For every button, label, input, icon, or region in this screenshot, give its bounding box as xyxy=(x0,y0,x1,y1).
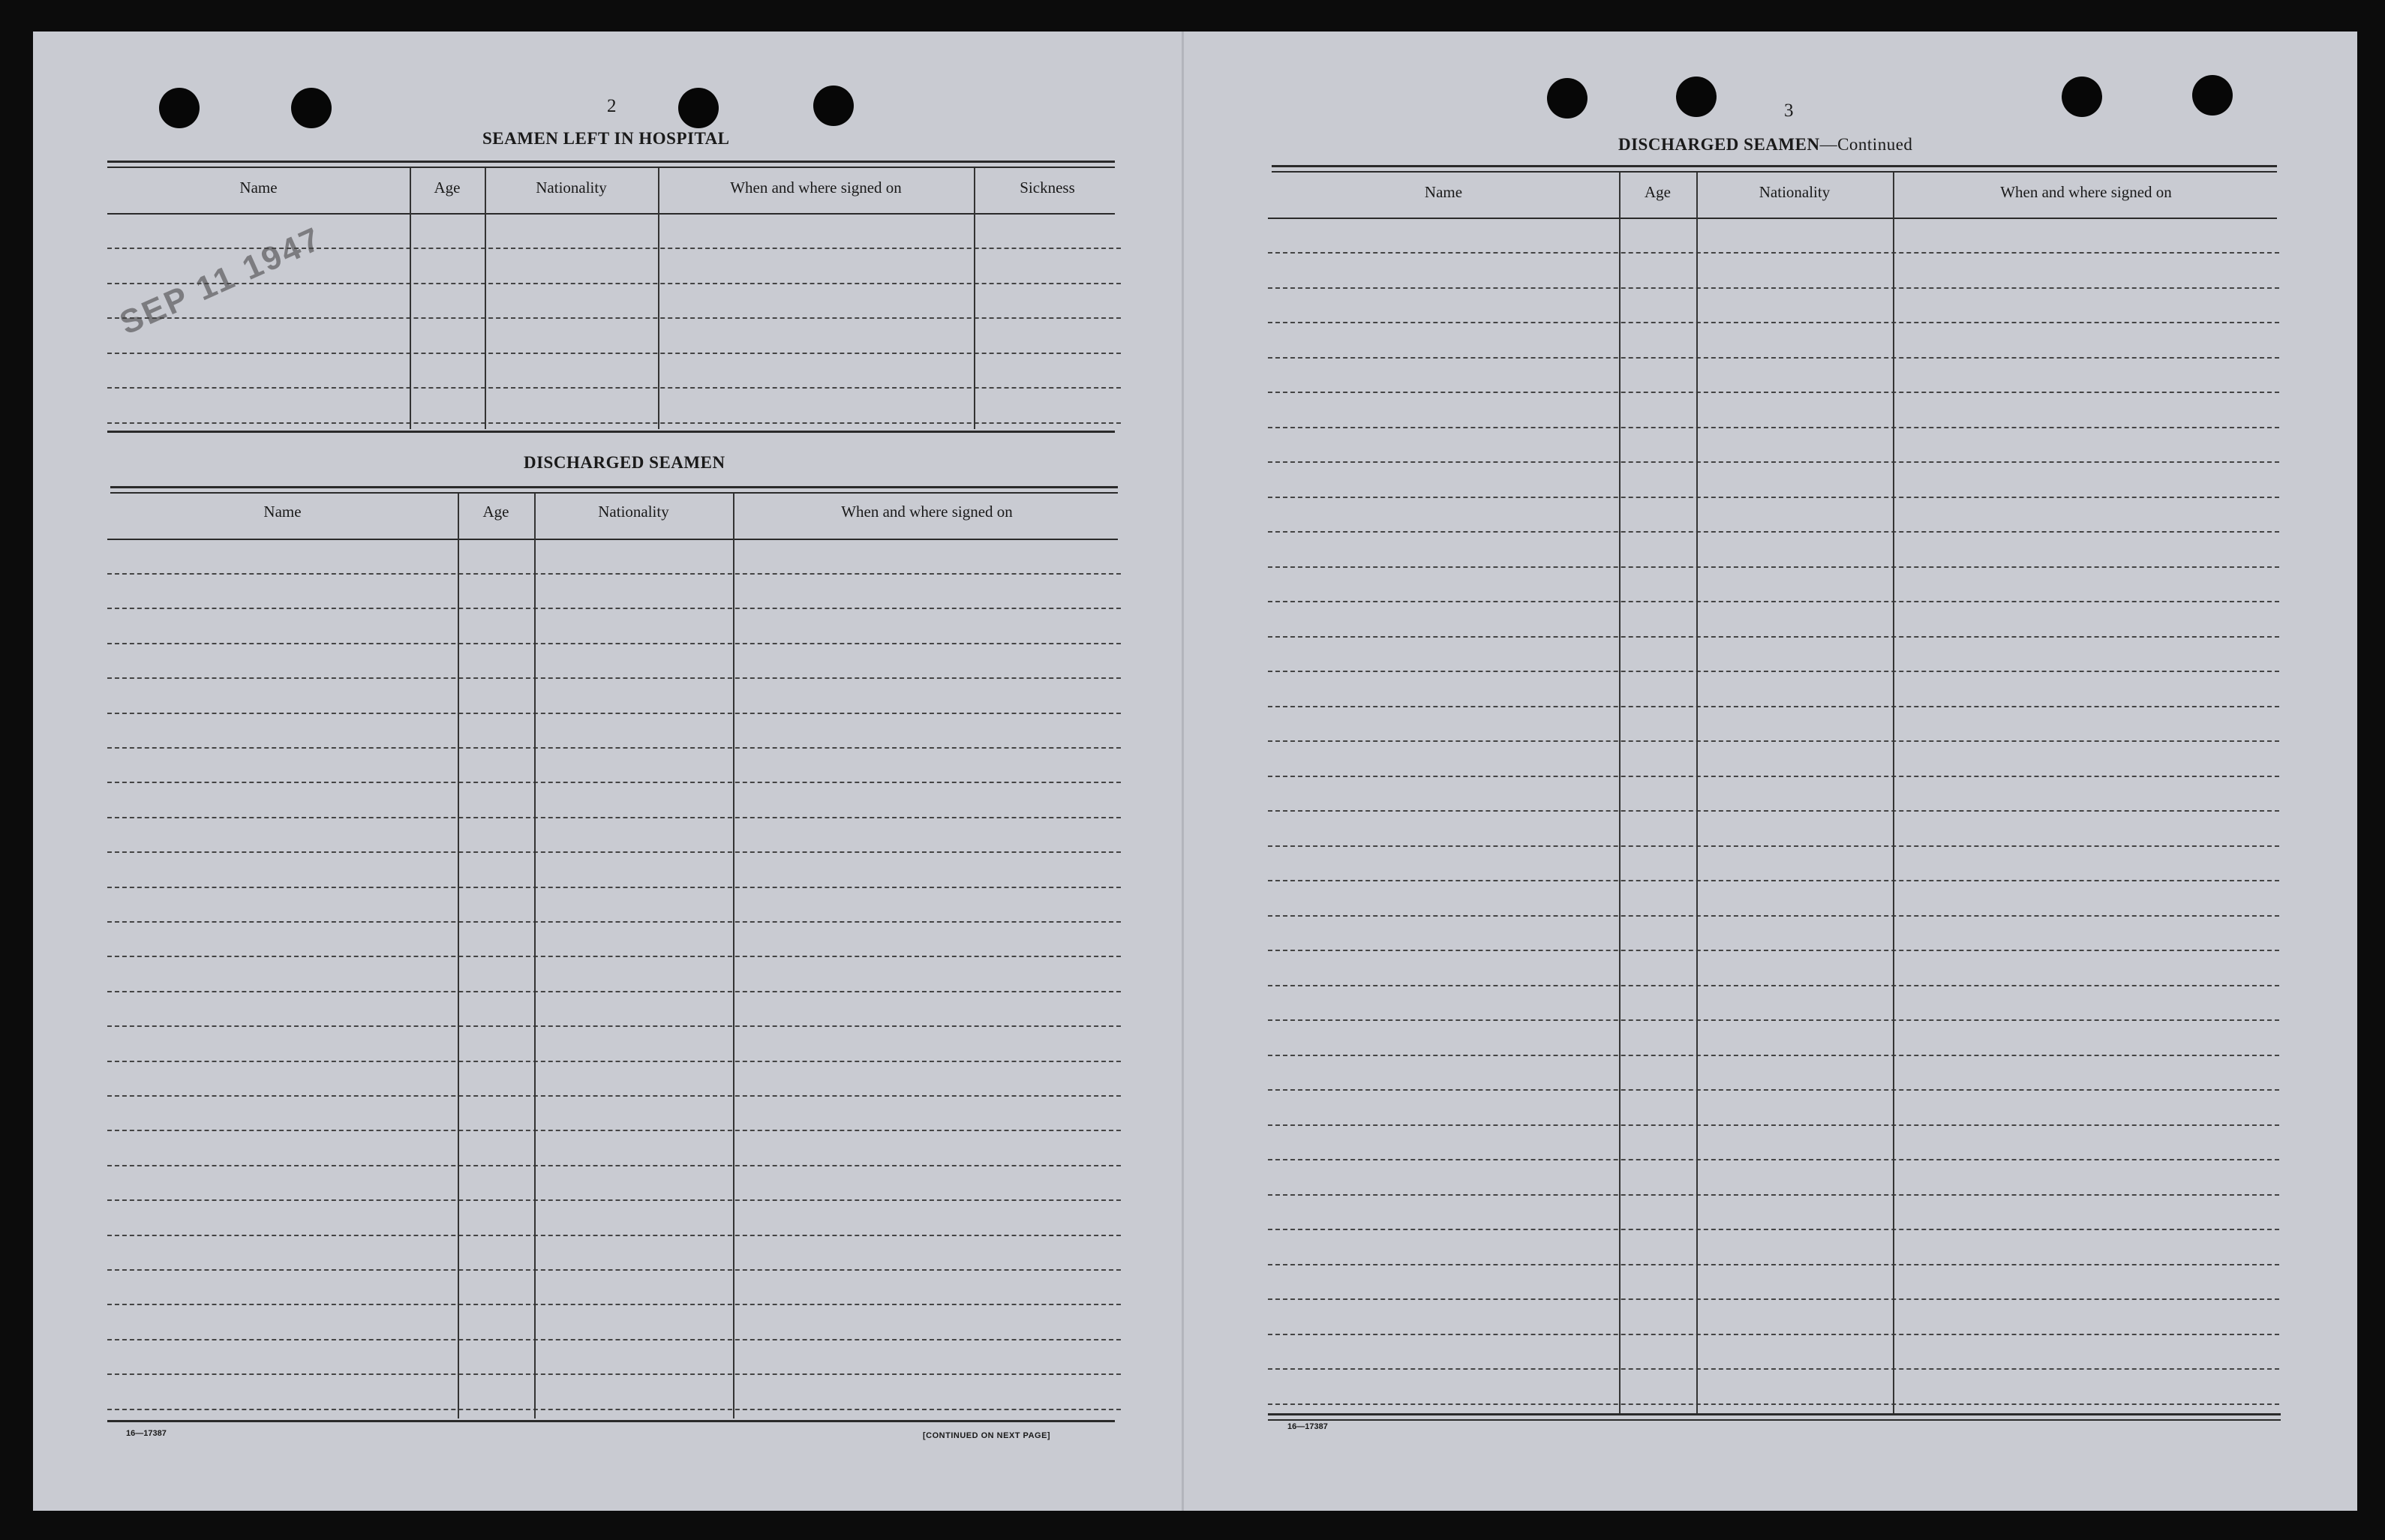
table-row-line xyxy=(1268,915,2279,917)
column-divider xyxy=(974,168,975,429)
discharged-continued-title xyxy=(1618,135,1912,155)
punch-hole xyxy=(2192,75,2233,116)
table-rule xyxy=(110,492,1118,494)
table-row-line xyxy=(1268,985,2279,986)
table-row-line xyxy=(1268,1229,2279,1230)
table-row-line xyxy=(1268,601,2279,602)
table-row-line xyxy=(107,283,1121,284)
table-row-line xyxy=(107,1199,1121,1201)
table-row-line xyxy=(1268,636,2279,638)
table-row-line xyxy=(1268,1403,2279,1405)
table-row-line xyxy=(1268,1194,2279,1196)
continued-note: [CONTINUED ON NEXT PAGE] xyxy=(923,1431,1051,1440)
header-rule xyxy=(107,539,1118,540)
table-rule xyxy=(110,486,1118,488)
punch-hole xyxy=(159,88,200,128)
table-row-line xyxy=(1268,1124,2279,1126)
table-row-line xyxy=(107,1339,1121,1340)
table-row-line xyxy=(107,887,1121,888)
column-header: Name xyxy=(1424,183,1463,201)
punch-hole xyxy=(813,86,854,126)
table-row-line xyxy=(107,608,1121,609)
center-fold xyxy=(1182,32,1184,1511)
table-row-line xyxy=(1268,287,2279,289)
received-stamp: SEP 11 1947 xyxy=(114,220,328,342)
table-row-line xyxy=(107,1235,1121,1236)
title-main: DISCHARGED SEAMEN xyxy=(1618,135,1820,154)
table-row-line xyxy=(1268,1089,2279,1091)
table-rule xyxy=(1272,165,2277,167)
column-header: Name xyxy=(263,503,302,521)
column-header: Name xyxy=(239,179,278,197)
table-row-line xyxy=(107,1130,1121,1131)
column-divider xyxy=(410,168,411,429)
punch-hole xyxy=(678,88,719,128)
column-header: Age xyxy=(482,503,509,521)
punch-hole xyxy=(2062,77,2102,117)
column-divider xyxy=(1619,173,1621,1413)
table-row-line xyxy=(1268,880,2279,881)
table-row-line xyxy=(1268,950,2279,951)
table-row-line xyxy=(1268,461,2279,463)
table-row-line xyxy=(107,643,1121,644)
table-row-line xyxy=(1268,566,2279,568)
table-row-line xyxy=(1268,1298,2279,1300)
column-divider xyxy=(458,494,459,1418)
table-row-line xyxy=(107,817,1121,818)
table-row-line xyxy=(1268,427,2279,428)
table-row-line xyxy=(107,573,1121,575)
table-row-line xyxy=(1268,1159,2279,1160)
table-row-line xyxy=(107,422,1121,424)
table-row-line xyxy=(107,851,1121,853)
table-row-line xyxy=(1268,810,2279,812)
header-rule xyxy=(107,213,1115,215)
table-row-line xyxy=(1268,1368,2279,1370)
hospital-table-title: SEAMEN LEFT IN HOSPITAL xyxy=(482,129,730,148)
header-rule xyxy=(1268,218,2277,219)
column-header: Age xyxy=(1645,183,1671,201)
column-divider xyxy=(1696,173,1698,1413)
column-divider xyxy=(1893,173,1894,1413)
table-row-line xyxy=(107,782,1121,783)
table-row-line xyxy=(1268,531,2279,533)
discharged-table-title: DISCHARGED SEAMEN xyxy=(524,453,725,472)
column-divider xyxy=(485,168,486,429)
table-rule xyxy=(107,167,1115,168)
table-row-line xyxy=(1268,740,2279,742)
table-row-line xyxy=(107,1304,1121,1305)
punch-hole xyxy=(1547,78,1587,119)
table-rule xyxy=(1272,171,2277,173)
table-row-line xyxy=(1268,1055,2279,1056)
table-row-line xyxy=(1268,357,2279,359)
table-row-line xyxy=(1268,1264,2279,1265)
table-row-line xyxy=(1268,497,2279,498)
punch-hole xyxy=(1676,77,1717,117)
column-divider xyxy=(534,494,536,1418)
page-number: 3 xyxy=(1784,101,1794,121)
form-number: 16—17387 xyxy=(1287,1422,1328,1431)
table-row-line xyxy=(107,317,1121,319)
table-row-line xyxy=(107,991,1121,992)
column-header: Nationality xyxy=(1759,183,1831,201)
table-bottom-rule xyxy=(107,431,1115,433)
table-row-line xyxy=(1268,1334,2279,1335)
table-bottom-rule xyxy=(107,1420,1115,1422)
table-row-line xyxy=(1268,845,2279,847)
table-row-line xyxy=(107,1095,1121,1097)
table-bottom-rule xyxy=(1268,1413,2281,1415)
table-row-line xyxy=(107,677,1121,679)
column-header: When and where signed on xyxy=(730,179,902,197)
table-row-line xyxy=(107,387,1121,389)
page-number: 2 xyxy=(607,96,617,116)
table-row-line xyxy=(107,353,1121,354)
table-row-line xyxy=(107,248,1121,249)
table-row-line xyxy=(1268,252,2279,254)
table-row-line xyxy=(107,1409,1121,1410)
column-header: When and where signed on xyxy=(2000,183,2172,201)
column-divider xyxy=(733,494,734,1418)
form-number: 16—17387 xyxy=(126,1429,167,1438)
table-row-line xyxy=(1268,392,2279,393)
column-divider xyxy=(658,168,659,429)
table-row-line xyxy=(1268,671,2279,672)
table-row-line xyxy=(1268,322,2279,323)
table-row-line xyxy=(107,1373,1121,1375)
table-row-line xyxy=(107,747,1121,749)
title-suffix: —Continued xyxy=(1819,135,1913,154)
column-header: Age xyxy=(434,179,461,197)
column-header: Sickness xyxy=(1020,179,1075,197)
table-row-line xyxy=(107,1025,1121,1027)
table-rule xyxy=(107,161,1115,163)
table-row-line xyxy=(1268,1019,2279,1021)
table-row-line xyxy=(1268,706,2279,707)
column-header: When and where signed on xyxy=(841,503,1013,521)
table-bottom-rule xyxy=(1268,1419,2281,1421)
table-row-line xyxy=(107,921,1121,923)
column-header: Nationality xyxy=(536,179,607,197)
table-row-line xyxy=(107,713,1121,714)
punch-hole xyxy=(291,88,332,128)
table-row-line xyxy=(107,1165,1121,1166)
column-header: Nationality xyxy=(598,503,669,521)
table-row-line xyxy=(1268,776,2279,777)
table-row-line xyxy=(107,956,1121,957)
table-row-line xyxy=(107,1061,1121,1062)
table-row-line xyxy=(107,1269,1121,1271)
